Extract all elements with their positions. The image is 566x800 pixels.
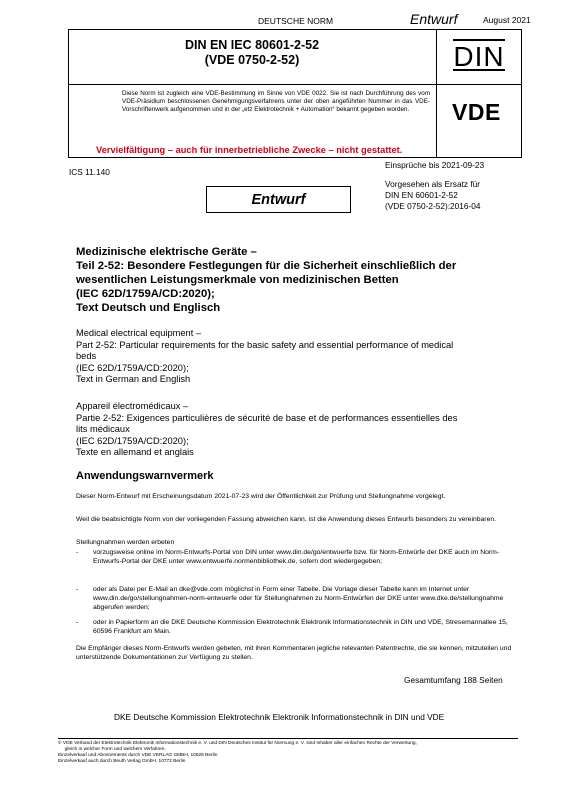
title-en-line3: beds (76, 351, 97, 361)
title-en-line1: Medical electrical equipment – (76, 328, 202, 338)
paragraph-deviation: Weil die beabsichtigte Norm von der vorliegenden Fassung abweichen kann, ist die Anwendung dieses Entwurfs besonders zu vereinbaren. (76, 516, 497, 523)
title-en-line4: (IEC 62D/1759A/CD:2020); (76, 362, 189, 373)
title-box-divider (436, 29, 437, 158)
paragraph-publication: Dieser Norm-Entwurf mit Erscheinungsdatum 2021-07-23 wird der Öffentlichkeit zur Prüfung und Stellungnahme vorgelegt. (76, 493, 446, 500)
ics-code: ICS 11.140 (69, 167, 110, 177)
draft-box: Entwurf (206, 186, 351, 213)
footer-divider (58, 738, 518, 739)
section-heading: Anwendungswarnvermerk (76, 470, 214, 482)
title-fr-line3: lits médicaux (76, 424, 130, 434)
footer-line1: © VDE Verband der Elektrotechnik Elektronik Informationstechnik e. V. und DIN Deutsches Institut für Normung e. V. sind Inhaber aller einfachen Rechte der Verwertung, (58, 741, 417, 746)
vde-note: Diese Norm ist zugleich eine VDE-Bestimmung im Sinne von VDE 0022. Sie ist nach Durchführung des vom VDE-Präsidium beschlossenen Genehmigungsverfahrens unter der oben angeführten Nummer in das VDE-Vorschriftenwerk aufgenommen und in der „etz Elektrotechnik + Automation“ bekannt gegeben worden. (122, 90, 430, 114)
title-fr-line5: Texte en allemand et anglais (76, 447, 194, 457)
title-german (76, 245, 526, 315)
footer-line2: gleich in welcher Form und welchem Verfahren. (58, 747, 166, 753)
replacement-line3: (VDE 0750-2-52):2016-04 (385, 201, 481, 211)
title-de-line5: Text Deutsch und Englisch (76, 302, 221, 314)
standard-number-line1: DIN EN IEC 80601-2-52 (184, 38, 320, 52)
list-item-text: vorzugsweise online im Norm-Entwurfs-Portal von DIN unter www.din.de/go/entwuerfe bzw. für Norm-Entwürfe der DKE auch im Norm-Entwurfs-Portal der DKE unter www.entwuerfe.normenbibliothek.de, sofern dort wiedergegeben; (93, 549, 500, 565)
title-de-line1: Medizinische elektrische Geräte – (76, 246, 257, 258)
list-dash: - (76, 619, 79, 626)
norm-label: DEUTSCHE NORM (258, 16, 334, 26)
replacement-info (385, 179, 480, 212)
title-box-separator (68, 84, 522, 85)
title-english (76, 328, 528, 386)
dke-name: DKE Deutsche Kommission Elektrotechnik Elektronik Informationstechnik in DIN und VDE (114, 712, 445, 722)
footer (58, 741, 528, 765)
list-dash: - (76, 586, 79, 593)
title-fr-line4: (IEC 62D/1759A/CD:2020); (76, 435, 189, 446)
draft-label: Entwurf (410, 11, 458, 27)
title-de-line3: wesentlichen Leistungsmerkmale von medizinischen Betten (76, 274, 399, 286)
copy-warning: Vervielfältigung – auch für innerbetriebliche Zwecke – nicht gestattet. (96, 145, 403, 155)
title-en-line2: Part 2-52: Particular requirements for the basic safety and essential performance of medical (76, 339, 454, 350)
paragraph-comments-intro: Stellungnahmen werden erbeten (76, 539, 175, 546)
title-de-line4: (IEC 62D/1759A/CD:2020); (76, 288, 215, 300)
title-fr-line2: Partie 2-52: Exigences particulières de sécurité de base et de performances essentielles des (76, 412, 458, 423)
replacement-line1: Vorgesehen als Ersatz für (385, 179, 481, 189)
page-count: Gesamtumfang 188 Seiten (404, 675, 503, 685)
list-item-text: oder in Papierform an die DKE Deutsche Kommission Elektrotechnik Elektronik Informationstechnik in DIN und VDE, Stresemannallee 15, 60596 Frankfurt am Main. (93, 619, 508, 635)
paragraph-patents: Die Empfänger dieses Norm-Entwurfs werden gebeten, mit ihren Kommentaren jegliche relevanten Patentrechte, die sie kennen, mitzuteilen und unterstützende Dokumentationen zur Verfügung zu stellen. (76, 645, 512, 661)
din-logo (452, 38, 506, 72)
list-dash: - (76, 549, 79, 556)
objection-deadline: Einsprüche bis 2021-09-23 (385, 160, 485, 170)
title-french (76, 401, 528, 459)
footer-line3: Einzelverkauf und Abonnements durch VDE VERLAG GMBH, 10625 Berlin (58, 753, 218, 759)
standard-number-line2: (VDE 0750-2-52) (204, 53, 300, 67)
footer-line4: Einzelverkauf auch durch Beuth Verlag GmbH, 10772 Berlin (58, 759, 186, 765)
replacement-line2: DIN EN 60601-2-52 (385, 190, 458, 200)
din-logo-text: DIN (453, 41, 505, 72)
title-fr-line1: Appareil électromédicaux – (76, 401, 189, 411)
vde-logo: VDE (452, 99, 501, 125)
title-en-line5: Text in German and English (76, 374, 191, 384)
issue-date: August 2021 (483, 15, 531, 25)
standard-number (68, 38, 436, 68)
title-de-line2: Teil 2-52: Besondere Festlegungen für die Sicherheit einschließlich der (76, 260, 457, 272)
list-item-text: oder als Datei per E-Mail an dke@vde.com möglichst in Form einer Tabelle. Die Vorlage dieser Tabelle kann im Internet unter www.din.de/go/stellungnahmen-norm-entwuerfe oder für Stellungnahmen zu Norm-Entwürfen der DKE unter www.dke.de/stellungnahme abgerufen werden; (93, 586, 504, 611)
